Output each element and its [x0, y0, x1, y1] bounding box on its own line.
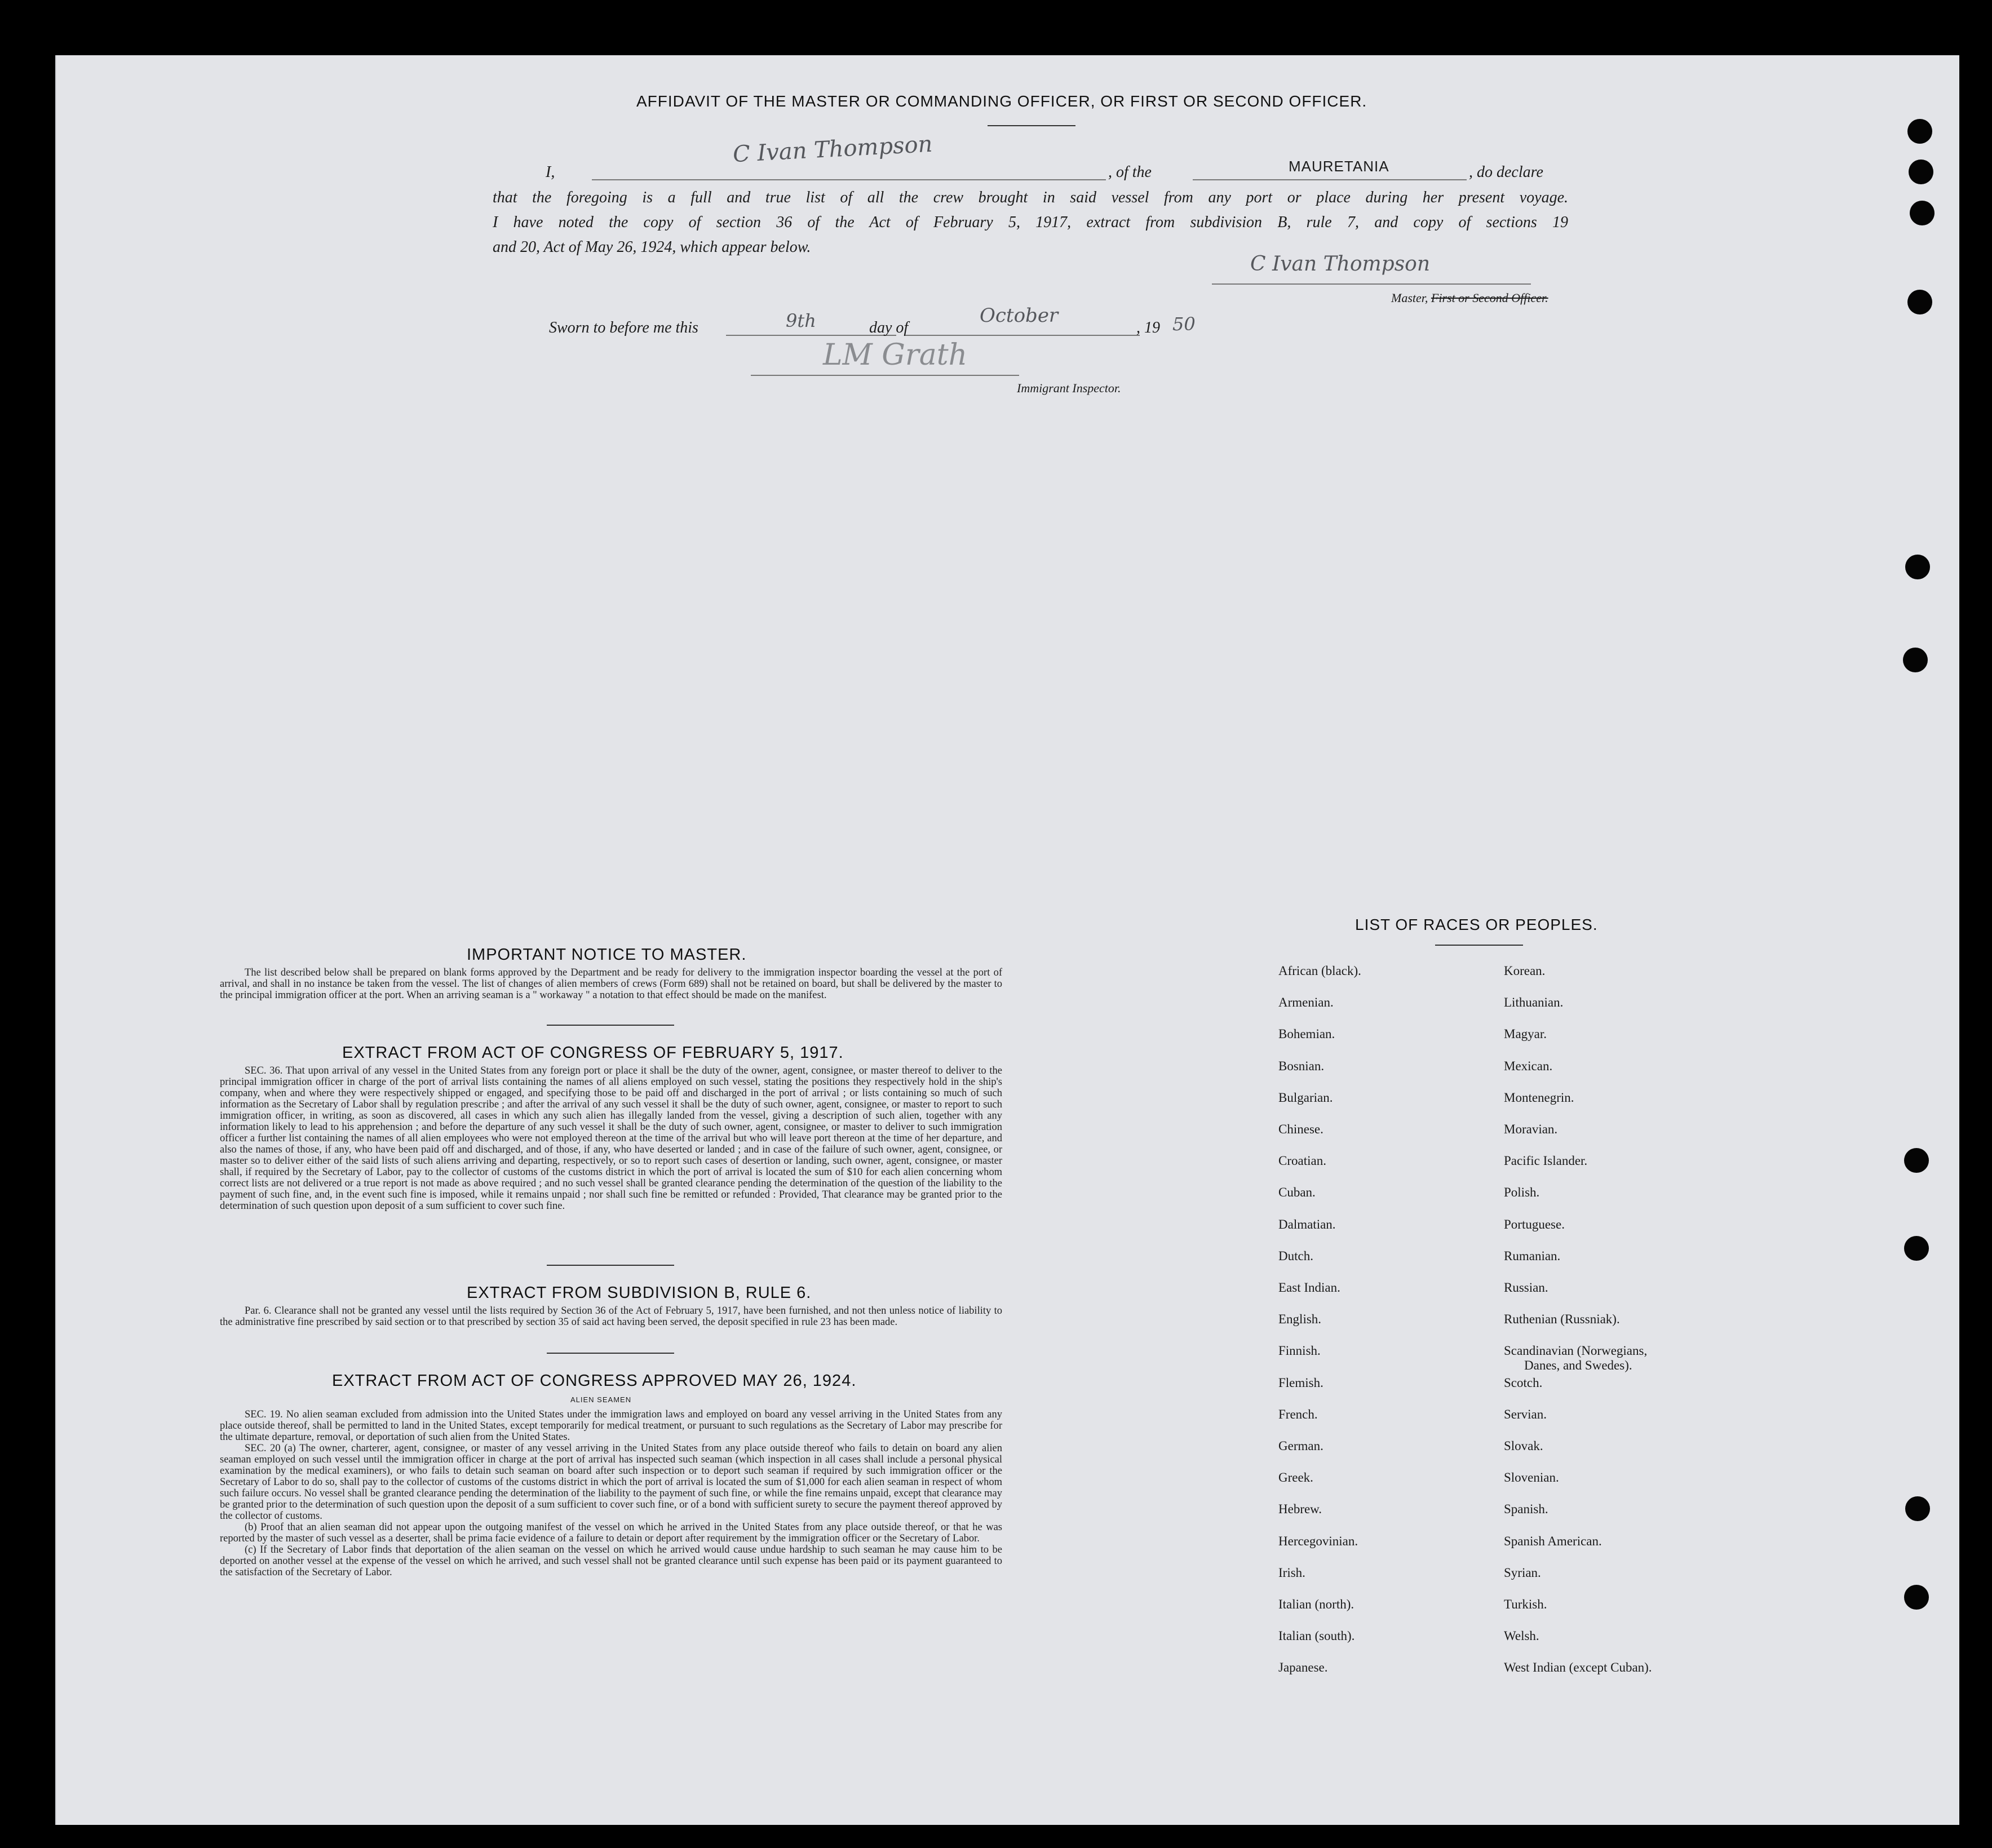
race-left-item: Dalmatian.: [1278, 1217, 1336, 1231]
sworn-month: October: [980, 304, 1059, 327]
race-left-item: Japanese.: [1278, 1660, 1328, 1675]
race-right-item: West Indian (except Cuban).: [1504, 1660, 1652, 1675]
race-right-item: Syrian.: [1504, 1565, 1541, 1580]
race-right-item: Rumanian.: [1504, 1248, 1561, 1263]
notice-title: IMPORTANT NOTICE TO MASTER.: [467, 946, 747, 964]
punch-hole: [1904, 1236, 1929, 1261]
declarant-i-label: I,: [546, 163, 555, 181]
sec-20c-paragraph: (c) If the Secretary of Labor finds that deportation of the alien seaman on the vessel on which he arrived would cause undue hardship to such seaman he may cause him to be deported on another vessel at the expense of the vessel on which he arrived, and such vessel shall not be granted clearance until such expense has been paid or its payment guaranteed to the satisfaction of the Secretary of Labor.: [220, 1544, 1002, 1578]
punch-hole: [1909, 159, 1933, 184]
race-right-item-continuation: Danes, and Swedes).: [1524, 1358, 1632, 1373]
sec-19-paragraph: SEC. 19. No alien seaman excluded from admission into the United States under the immigration laws and employed on board any vessel arriving in the United States from any place outside thereof, shall be permitted to land in the United States, except temporarily for medical treatment, or pursuant to such regulations as the Secretary of Labor may prescribe for the ultimate departure, removal, or deportation of such alien from the United States.: [220, 1409, 1002, 1443]
race-left-item: Cuban.: [1278, 1185, 1316, 1200]
officer-label-struck: First or Second Officer.: [1431, 291, 1548, 305]
race-left-item: Dutch.: [1278, 1248, 1313, 1263]
race-left-item: French.: [1278, 1407, 1318, 1421]
race-right-item: Montenegrin.: [1504, 1090, 1574, 1105]
do-declare-label: , do declare: [1469, 163, 1543, 181]
punch-hole: [1905, 555, 1930, 579]
races-title-underline: [1435, 945, 1523, 946]
affidavit-body-line-1: that the foregoing is a full and true list of all the crew brought in said vessel from any port or place during her present voyage.: [493, 189, 1568, 206]
sec-20b-paragraph: (b) Proof that an alien seaman did not appear upon the outgoing manifest of the vessel on which he arrived in the United States from any place outside thereof, or that he was reported by the master of such vessel as a deserter, shall be prima facie evidence of a failure to detain or deport after requirement by the immigration officer or the Secretary of Labor.: [220, 1522, 1002, 1544]
extract-rule6-title: EXTRACT FROM SUBDIVISION B, RULE 6.: [467, 1284, 812, 1302]
race-right-item: Scandinavian (Norwegians, Danes, and Swedes).: [1504, 1344, 1648, 1373]
race-right-item: Slovenian.: [1504, 1470, 1559, 1485]
extract-1917-divider: [547, 1265, 674, 1266]
extract-1917-title: EXTRACT FROM ACT OF CONGRESS OF FEBRUARY 5, 1917.: [342, 1044, 844, 1062]
race-right-item: Polish.: [1504, 1185, 1540, 1200]
race-right-item: Russian.: [1504, 1280, 1548, 1295]
race-right-item: Spanish.: [1504, 1502, 1548, 1517]
race-right-item: Welsh.: [1504, 1629, 1539, 1643]
day-of-label: day of: [869, 319, 909, 336]
race-right-item: Korean.: [1504, 964, 1546, 978]
race-right-item: Moravian.: [1504, 1122, 1558, 1136]
race-left-item: Bohemian.: [1278, 1027, 1335, 1042]
master-label: [1391, 291, 1548, 305]
punch-hole: [1907, 290, 1932, 314]
race-left-item: Greek.: [1278, 1470, 1313, 1485]
extract-1924-title: EXTRACT FROM ACT OF CONGRESS APPROVED MAY 26, 1924.: [332, 1372, 857, 1390]
race-left-item: German.: [1278, 1439, 1323, 1453]
inspector-line: [751, 375, 1019, 376]
sworn-year: 50: [1172, 313, 1196, 335]
punch-hole: [1903, 648, 1928, 672]
extract-1917-text: [220, 1065, 1002, 1212]
declarant-line: [592, 179, 1106, 180]
race-right-item: Portuguese.: [1504, 1217, 1565, 1231]
master-line: [1212, 283, 1531, 285]
race-right-item: Servian.: [1504, 1407, 1547, 1421]
race-left-item: Flemish.: [1278, 1375, 1323, 1390]
notice-text: [220, 967, 1002, 1001]
of-the-label: , of the: [1108, 163, 1152, 181]
race-left-item: Irish.: [1278, 1565, 1305, 1580]
master-label-text: Master,: [1391, 291, 1428, 305]
inspector-signature: LM Grath: [823, 338, 968, 372]
affidavit-body-line-3: and 20, Act of May 26, 1924, which appear below.: [493, 238, 811, 256]
sec-36-paragraph: SEC. 36. That upon arrival of any vessel in the United States from any foreign port or place it shall be the duty of the owner, agent, consignee, or master thereof to deliver to the principal immigration officer in charge of the port of arrival lists containing the names of all aliens employed on such vessel, stating the positions they respectively hold in the ship's company, when and where they were respectively shipped or engaged, and specifying those to be paid off and discharged in the port of arrival ; or lists containing so much of such information as the Secretary of Labor shall by regulation prescribe ; and after the arrival of any such vessel it shall be the duty of such owner, agent, consignee, or master to report to such immigration officer, in writing, as soon as discovered, all cases in which any such alien has illegally landed from the vessel, giving a description of such alien, together with any information likely to lead to his apprehension ; and before the departure of any such vessel it shall be the duty of such owner, agent, consignee, or master to deliver to such immigration officer a further list containing the names of all alien employees who were not employed thereon at the time of the arrival but who will leave port thereon at the time of her departure, and also the names of those, if any, who have been paid off and discharged, and of those, if any, who have deserted or landed ; and in case of the failure of such owner, agent, consignee, or master so to deliver either of the said lists of such aliens arriving and departing, respectively, or so to report such cases of desertion or landing, such owner, agent, consignee, or master shall, if required by the Secretary of Labor, pay to the collector of customs of the customs district in which the port of arrival is located the sum of $10 for each alien concerning whom correct lists are not delivered or a true report is not made as above required ; and no such vessel shall be granted clearance pending the determination of the question of the liability to the payment of such fine, and, in the event such fine is imposed, while it remains unpaid ; nor shall such fine be remitted or refunded : Provided, That clearance may be granted prior to the determination of such question upon deposit of a sum sufficient to cover such fine.: [220, 1065, 1002, 1212]
master-signature: C Ivan Thompson: [1250, 252, 1431, 276]
extract-1924-text: [220, 1409, 1002, 1578]
punch-hole: [1904, 1585, 1929, 1610]
declarant-signature: C Ivan Thompson: [732, 131, 933, 168]
punch-hole: [1907, 119, 1932, 144]
title-underline: [988, 125, 1075, 126]
race-right-item: Scotch.: [1504, 1375, 1543, 1390]
race-right-item: Lithuanian.: [1504, 995, 1564, 1010]
punch-hole: [1904, 1148, 1929, 1173]
vessel-line: [1193, 179, 1467, 180]
race-left-item: Hebrew.: [1278, 1502, 1322, 1517]
race-left-item: Chinese.: [1278, 1122, 1323, 1136]
sworn-month-line: [905, 335, 1140, 336]
par-6-paragraph: Par. 6. Clearance shall not be granted any vessel until the lists required by Section 36 of the Act of February 5, 1917, have been furnished, and not then unless notice of liability to the administrative fine prescribed by said section or to that prescribed by section 35 of said act having been served, the deposit specified in rule 23 has been made.: [220, 1305, 1002, 1328]
race-left-item: Bosnian.: [1278, 1058, 1325, 1073]
race-left-item: English.: [1278, 1312, 1322, 1327]
race-left-item: Finnish.: [1278, 1344, 1321, 1358]
race-right-item: Spanish American.: [1504, 1534, 1602, 1548]
race-left-item: Italian (north).: [1278, 1597, 1354, 1611]
punch-hole: [1905, 1496, 1930, 1521]
affidavit-body-line-2: I have noted the copy of section 36 of the Act of February 5, 1917, extract from subdivision B, rule 7, and copy of sections 19: [493, 214, 1568, 231]
race-left-item: Croatian.: [1278, 1154, 1326, 1168]
race-left-item: Armenian.: [1278, 995, 1334, 1010]
punch-hole: [1910, 201, 1935, 225]
race-right-item: Mexican.: [1504, 1058, 1553, 1073]
notice-paragraph: The list described below shall be prepared on blank forms approved by the Department and be ready for delivery to the immigration inspector boarding the vessel at the port of arrival, and shall in no instance be taken from the vessel. The list of changes of alien members of crews (Form 689) shall not be retained on board, but shall be delivered by the master to the principal immigration officer at the port. When an arriving seaman is a " workaway " a notation to that effect should be made on the manifest.: [220, 967, 1002, 1001]
race-left-item: Hercegovinian.: [1278, 1534, 1358, 1548]
year-prefix: , 19: [1136, 319, 1160, 336]
sec-20a-paragraph: SEC. 20 (a) The owner, charterer, agent, consignee, or master of any vessel arriving in the United States from any place outside thereof who fails to detain on board any alien seaman employed on such vessel until the immigration officer in charge at the port of arrival has inspected such seaman (which inspection in all cases shall include a personal physical examination by the medical examiners), or who fails to detain such seaman on board after such inspection or to deport such seaman if required by such immigration officer or the Secretary of Labor to do so, shall pay to the collector of customs of the customs district in which the port of arrival is located the sum of $1,000 for each alien seaman in respect of whom such failure occurs. No vessel shall be granted clearance pending the determination of the liability to the payment of such fine, or while the fine remains unpaid, except that clearance may be granted prior to the determination of such question upon the deposit of a sum sufficient to cover such fine, or of a bond with sufficient surety to secure the payment thereof approved by the collector of customs.: [220, 1443, 1002, 1522]
race-right-item: Ruthenian (Russniak).: [1504, 1312, 1620, 1327]
race-left-item: East Indian.: [1278, 1280, 1340, 1295]
vessel-name: MAURETANIA: [1289, 158, 1389, 175]
race-left-item: Italian (south).: [1278, 1629, 1355, 1643]
inspector-label: Immigrant Inspector.: [1017, 381, 1121, 395]
sworn-label: Sworn to before me this: [549, 319, 698, 336]
race-right-item: Pacific Islander.: [1504, 1154, 1588, 1168]
alien-seamen-subtitle: ALIEN SEAMEN: [570, 1395, 632, 1404]
sworn-day: 9th: [786, 310, 816, 331]
races-title: LIST OF RACES OR PEOPLES.: [1355, 916, 1598, 933]
race-left-item: African (black).: [1278, 964, 1361, 978]
race-left-item: Bulgarian.: [1278, 1090, 1333, 1105]
extract-rule6-divider: [547, 1353, 674, 1354]
extract-rule6-text: [220, 1305, 1002, 1328]
race-right-item: Turkish.: [1504, 1597, 1547, 1611]
notice-divider: [547, 1025, 674, 1026]
affidavit-title: AFFIDAVIT OF THE MASTER OR COMMANDING OFFICER, OR FIRST OR SECOND OFFICER.: [636, 92, 1367, 110]
race-right-item: Magyar.: [1504, 1027, 1547, 1042]
race-right-item: Slovak.: [1504, 1439, 1543, 1453]
